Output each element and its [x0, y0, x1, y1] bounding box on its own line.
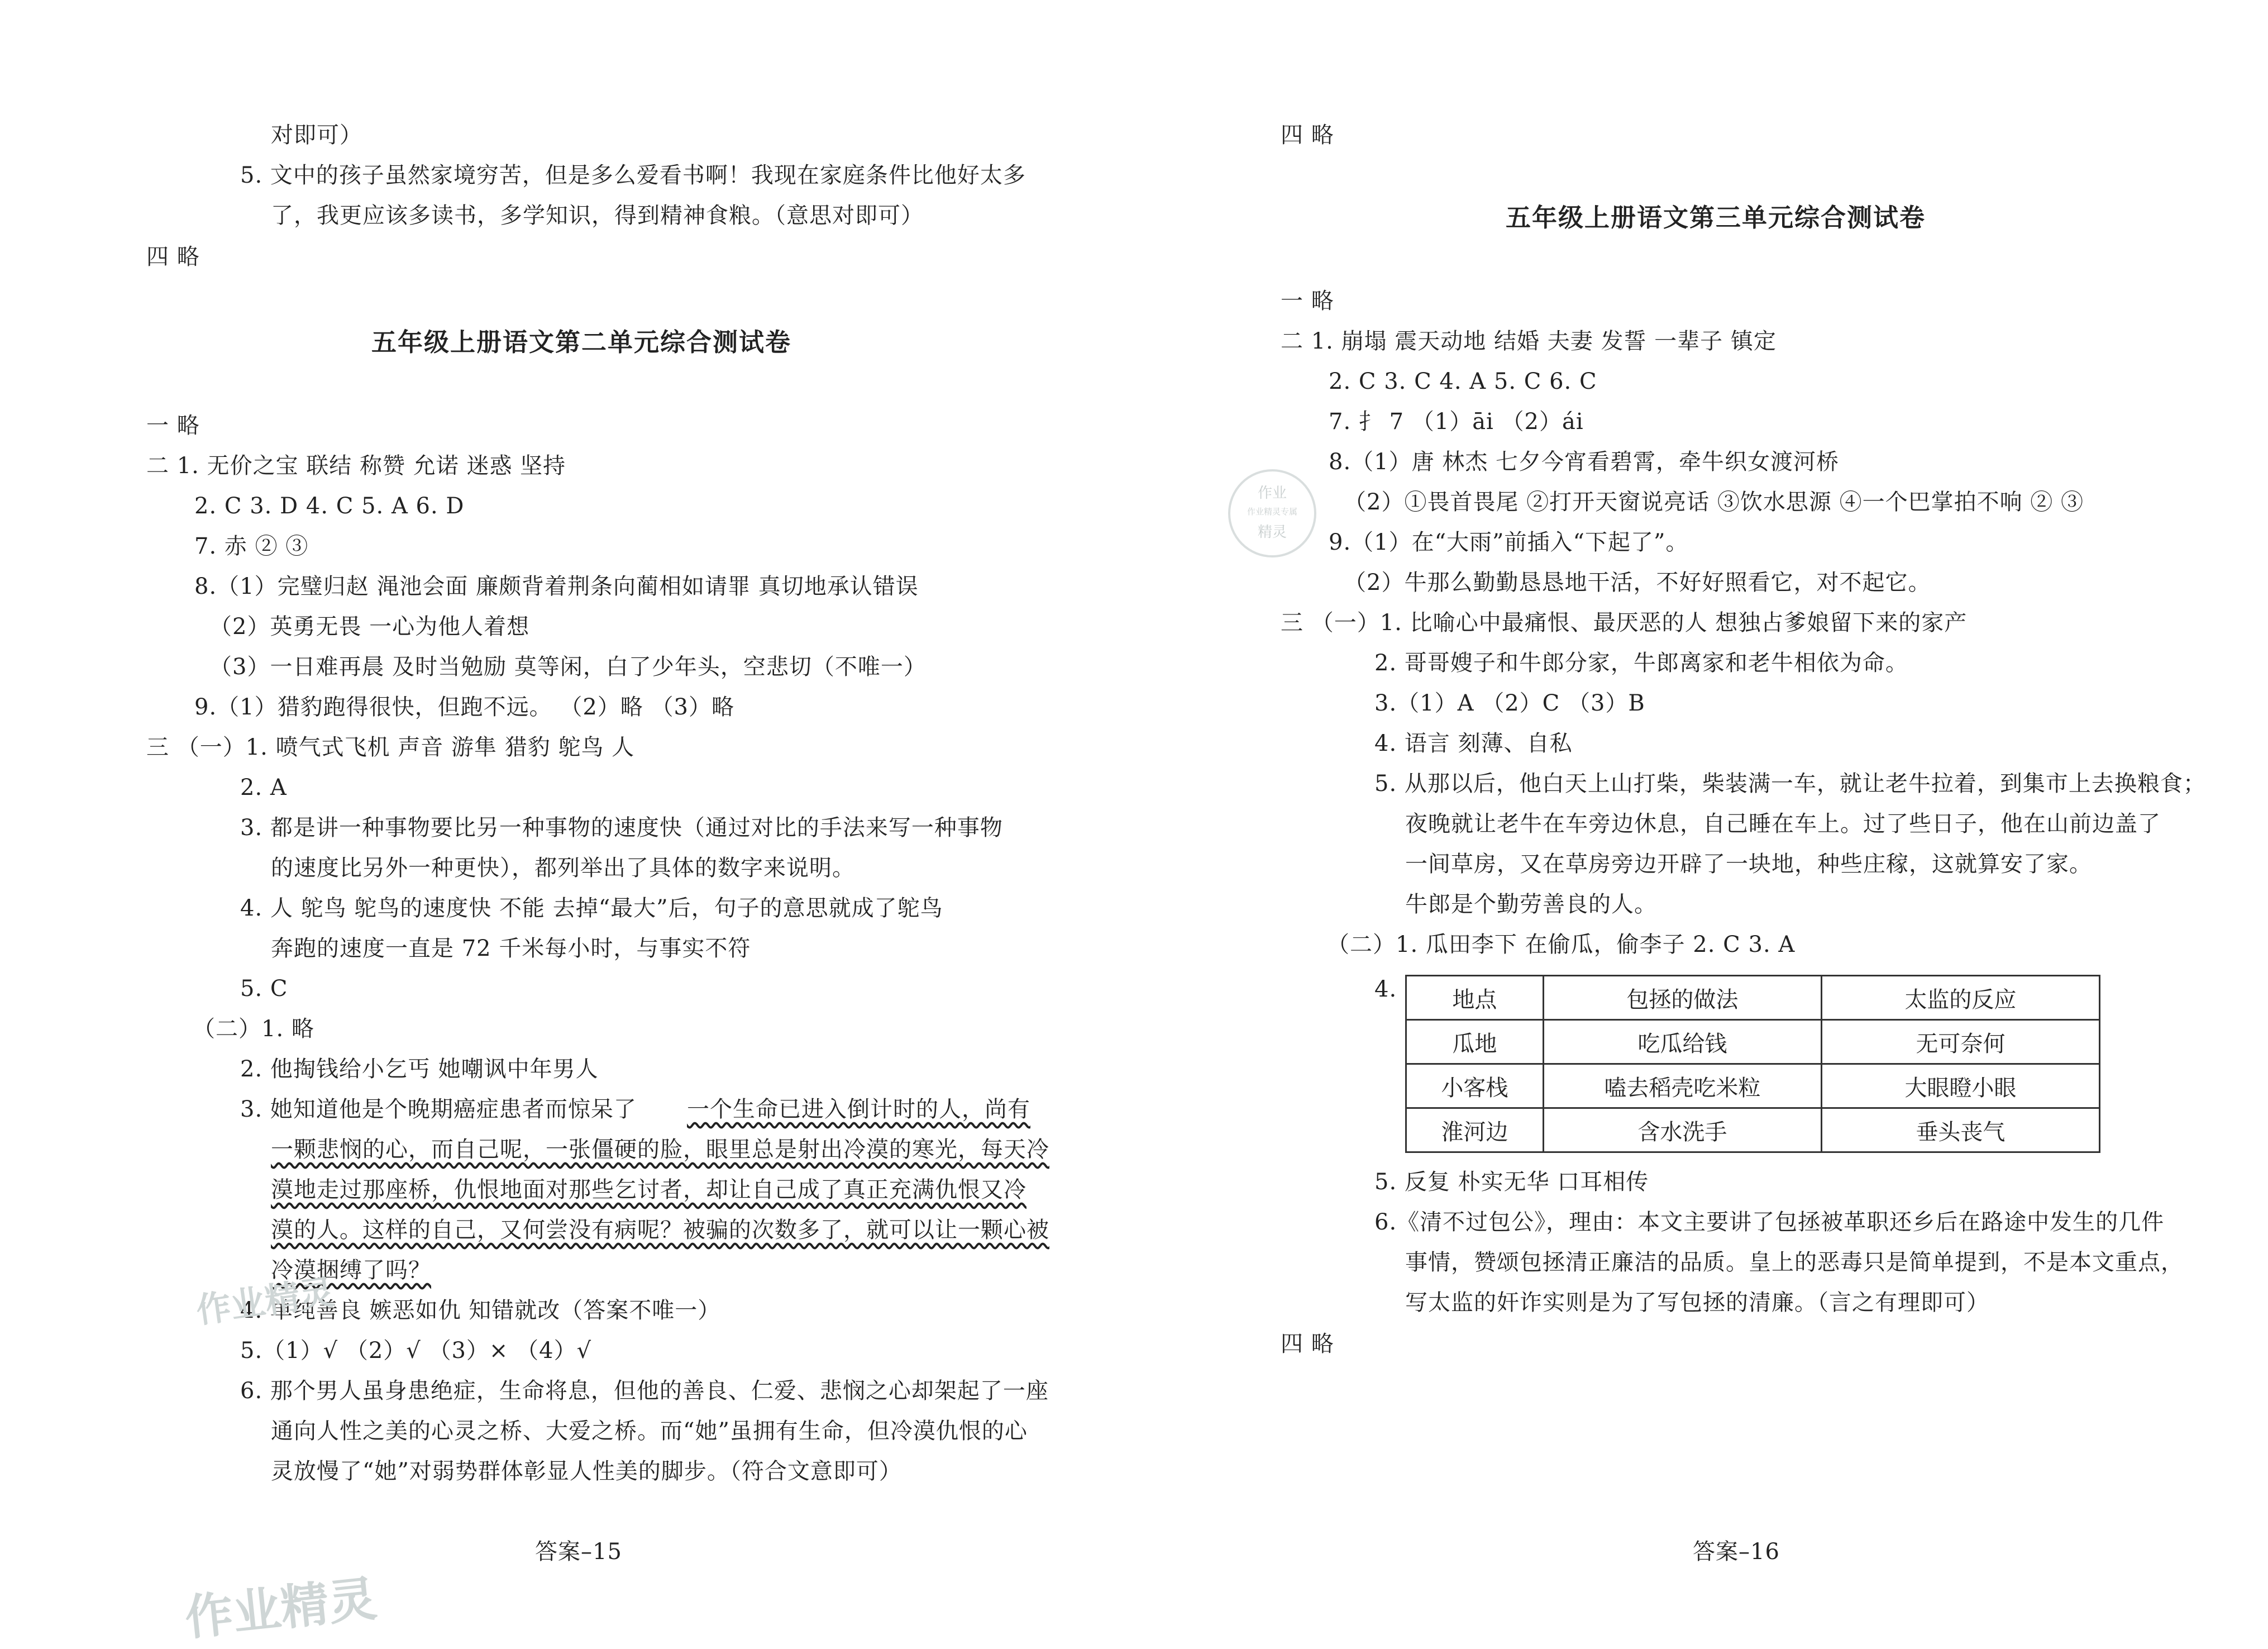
text-line: 二 1. 无价之宝 联结 称赞 允诺 迷惑 坚持 — [146, 453, 566, 479]
text-line: 4. 人 鸵鸟 鸵鸟的速度快 不能 去掉“最大”后，句子的意思就成了鸵鸟 — [240, 895, 943, 921]
text-line: 5.（1）√ （2）√ （3）× （4）√ — [240, 1338, 592, 1364]
text-line: 9.（1）猎豹跑得很快，但跑不远。 （2）略 （3）略 — [194, 694, 734, 720]
table-cell: 嗑去稻壳吃米粒 — [1543, 1064, 1821, 1108]
answer-table — [1405, 975, 2100, 1153]
text-line: 二 1. 崩塌 震天动地 结婚 夫妻 发誓 一辈子 镇定 — [1281, 328, 1777, 354]
section-heading: 四 略 — [1281, 122, 1334, 148]
text-line: 5. 从那以后，他白天上山打柴，柴装满一车，就让老牛拉着，到集市上去换粮食； — [1374, 771, 2206, 797]
text-line: 3.（1）A （2）C （3）B — [1374, 690, 1645, 716]
underlined-text: 漠的人。这样的自己，又何尝没有病呢？被骗的次数多了，就可以让一颗心被 — [271, 1217, 1049, 1243]
stamp-text: 作业精灵专属 — [1247, 507, 1297, 517]
text-line: 2. C 3. D 4. C 5. A 6. D — [194, 493, 465, 519]
text-line: 三 （一）1. 比喻心中最痛恨、最厌恶的人 想独占爹娘留下来的家产 — [1281, 610, 1968, 636]
text-line: 4. 语言 刻薄、自私 — [1374, 731, 1573, 756]
watermark: 作业精灵 — [182, 1571, 380, 1647]
watermark-stamp — [1228, 469, 1316, 557]
page-title: 五年级上册语文第三单元综合测试卷 — [1506, 203, 1926, 232]
text-line: 9.（1）在“大雨”前插入“下起了”。 — [1329, 530, 1689, 555]
underlined-text: 漠地走过那座桥，仇恨地面对那些乞讨者，却让自己成了真正充满仇恨又冷 — [271, 1177, 1026, 1203]
table-header-cell: 太监的反应 — [1821, 976, 2099, 1020]
right-page — [1134, 0, 2268, 1635]
page-number: 答案–15 — [535, 1539, 622, 1565]
stamp-text: 精灵 — [1257, 524, 1287, 541]
text-line: 8.（1）完璧归赵 渑池会面 廉颇背着荆条向蔺相如请罪 真切地承认错误 — [194, 574, 919, 599]
text-line: 3. 她知道他是个晚期癌症患者而惊呆了 — [240, 1097, 637, 1122]
text-line: （2）牛那么勤勤恳恳地干活，不好好照看它，对不起它。 — [1344, 570, 1931, 595]
section-heading: 四 略 — [146, 244, 200, 270]
table-cell: 大眼瞪小眼 — [1821, 1064, 2099, 1108]
text-line: 奔跑的速度一直是 72 千米每小时，与事实不符 — [271, 936, 751, 961]
text-line: 的速度比另外一种更快），都列举出了具体的数字来说明。 — [271, 855, 855, 881]
table-cell: 无可奈何 — [1821, 1020, 2099, 1064]
text-line: 事情，赞颂包拯清正廉洁的品质。皇上的恶毒只是简单提到，不是本文重点， — [1405, 1250, 2184, 1275]
underlined-text: 一个生命已进入倒计时的人，尚有 — [687, 1097, 1030, 1122]
table-row — [1406, 1064, 2100, 1108]
table-row — [1406, 1020, 2100, 1064]
text-line: 7. 赤 ② ③ — [194, 533, 309, 559]
text-line: （二）1. 略 — [193, 1016, 314, 1042]
text-line: 2. 哥哥嫂子和牛郎分家，牛郎离家和老牛相依为命。 — [1374, 650, 1908, 676]
text-line: 了，我更应该多读书，多学知识，得到精神食粮。（意思对即可） — [271, 203, 924, 228]
stamp-text: 作业 — [1257, 485, 1287, 502]
table-row — [1406, 1108, 2100, 1152]
text-line: 6.《清不过包公》，理由：本文主要讲了包拯被革职还乡后在路途中发生的几件 — [1374, 1209, 2165, 1235]
text-line: 2. C 3. C 4. A 5. C 6. C — [1329, 369, 1597, 394]
text-line: 6. 那个男人虽身患绝症，生命将息，但他的善良、仁爱、悲悯之心却架起了一座 — [240, 1378, 1049, 1404]
text-line: 灵放慢了“她”对弱势群体彰显人性美的脚步。（符合文意即可） — [271, 1459, 902, 1484]
watermark: 作业精灵 — [193, 1271, 337, 1331]
text-line: 三 （一）1. 喷气式飞机 声音 游隼 猎豹 鸵鸟 人 — [146, 735, 635, 760]
text-line: （二）1. 瓜田李下 在偷瓜，偷李子 2. C 3. A — [1327, 932, 1796, 957]
text-line: 3. 都是讲一种事物要比另一种事物的速度快（通过对比的手法来写一种事物 — [240, 815, 1003, 841]
text-line: 4. — [1374, 976, 1397, 1002]
text-line: 通向人性之美的心灵之桥、大爱之桥。而“她”虽拥有生命，但冷漠仇恨的心 — [271, 1418, 1028, 1444]
text-line: 5. 文中的孩子虽然家境穷苦，但是多么爱看书啊！我现在家庭条件比他好太多 — [240, 163, 1026, 188]
table-cell: 吃瓜给钱 — [1543, 1020, 1821, 1064]
table-cell: 瓜地 — [1406, 1020, 1544, 1064]
page-number: 答案–16 — [1693, 1539, 1780, 1565]
left-page — [0, 0, 1134, 1647]
text-line: 7. 扌 7 （1）āi （2）ái — [1329, 409, 1584, 435]
table-cell: 含水洗手 — [1543, 1108, 1821, 1152]
section-heading: 一 略 — [1281, 288, 1334, 314]
text-line: （3）一日难再晨 及时当勉励 莫等闲，白了少年头，空悲切（不唯一） — [209, 654, 927, 680]
text-line: （2）①畏首畏尾 ②打开天窗说亮话 ③饮水思源 ④一个巴掌拍不响 ② ③ — [1344, 489, 2084, 515]
underlined-text: 冷漠捆缚了吗？ — [271, 1257, 431, 1283]
text-line: 5. C — [240, 976, 288, 1002]
table-cell: 小客栈 — [1406, 1064, 1544, 1108]
table-cell: 淮河边 — [1406, 1108, 1544, 1152]
text-line: 5. 反复 朴实无华 口耳相传 — [1374, 1169, 1649, 1195]
text-line: 4. 单纯善良 嫉恶如仇 知错就改（答案不唯一） — [240, 1298, 721, 1323]
table-cell: 垂头丧气 — [1821, 1108, 2099, 1152]
text-line: 8.（1）唐 林杰 七夕今宵看碧霄，牵牛织女渡河桥 — [1329, 449, 1840, 475]
section-heading: 一 略 — [146, 413, 200, 439]
text-line: 牛郎是个勤劳善良的人。 — [1405, 892, 1657, 917]
text-line: 夜晚就让老牛在车旁边休息，自己睡在车上。过了些日子，他在山前边盖了 — [1405, 811, 2161, 837]
table-header-cell: 地点 — [1406, 976, 1544, 1020]
text-line: 2. A — [240, 775, 287, 800]
underlined-text: 一颗悲悯的心，而自己呢，一张僵硬的脸，眼里总是射出冷漠的寒光，每天冷 — [271, 1137, 1049, 1162]
text-line: 一间草房，又在草房旁边开辟了一块地，种些庄稼，这就算安了家。 — [1405, 851, 2092, 877]
text-line: 对即可） — [271, 122, 362, 148]
section-heading: 四 略 — [1281, 1331, 1334, 1357]
table-header-row — [1406, 976, 2100, 1020]
table-header-cell: 包拯的做法 — [1543, 976, 1821, 1020]
text-line: 2. 他掏钱给小乞丐 她嘲讽中年男人 — [240, 1056, 599, 1082]
text-line: （2）英勇无畏 一心为他人着想 — [209, 614, 530, 640]
text-line: 写太监的奸诈实则是为了写包拯的清廉。（言之有理即可） — [1405, 1290, 1989, 1316]
page-title: 五年级上册语文第二单元综合测试卷 — [371, 327, 792, 357]
